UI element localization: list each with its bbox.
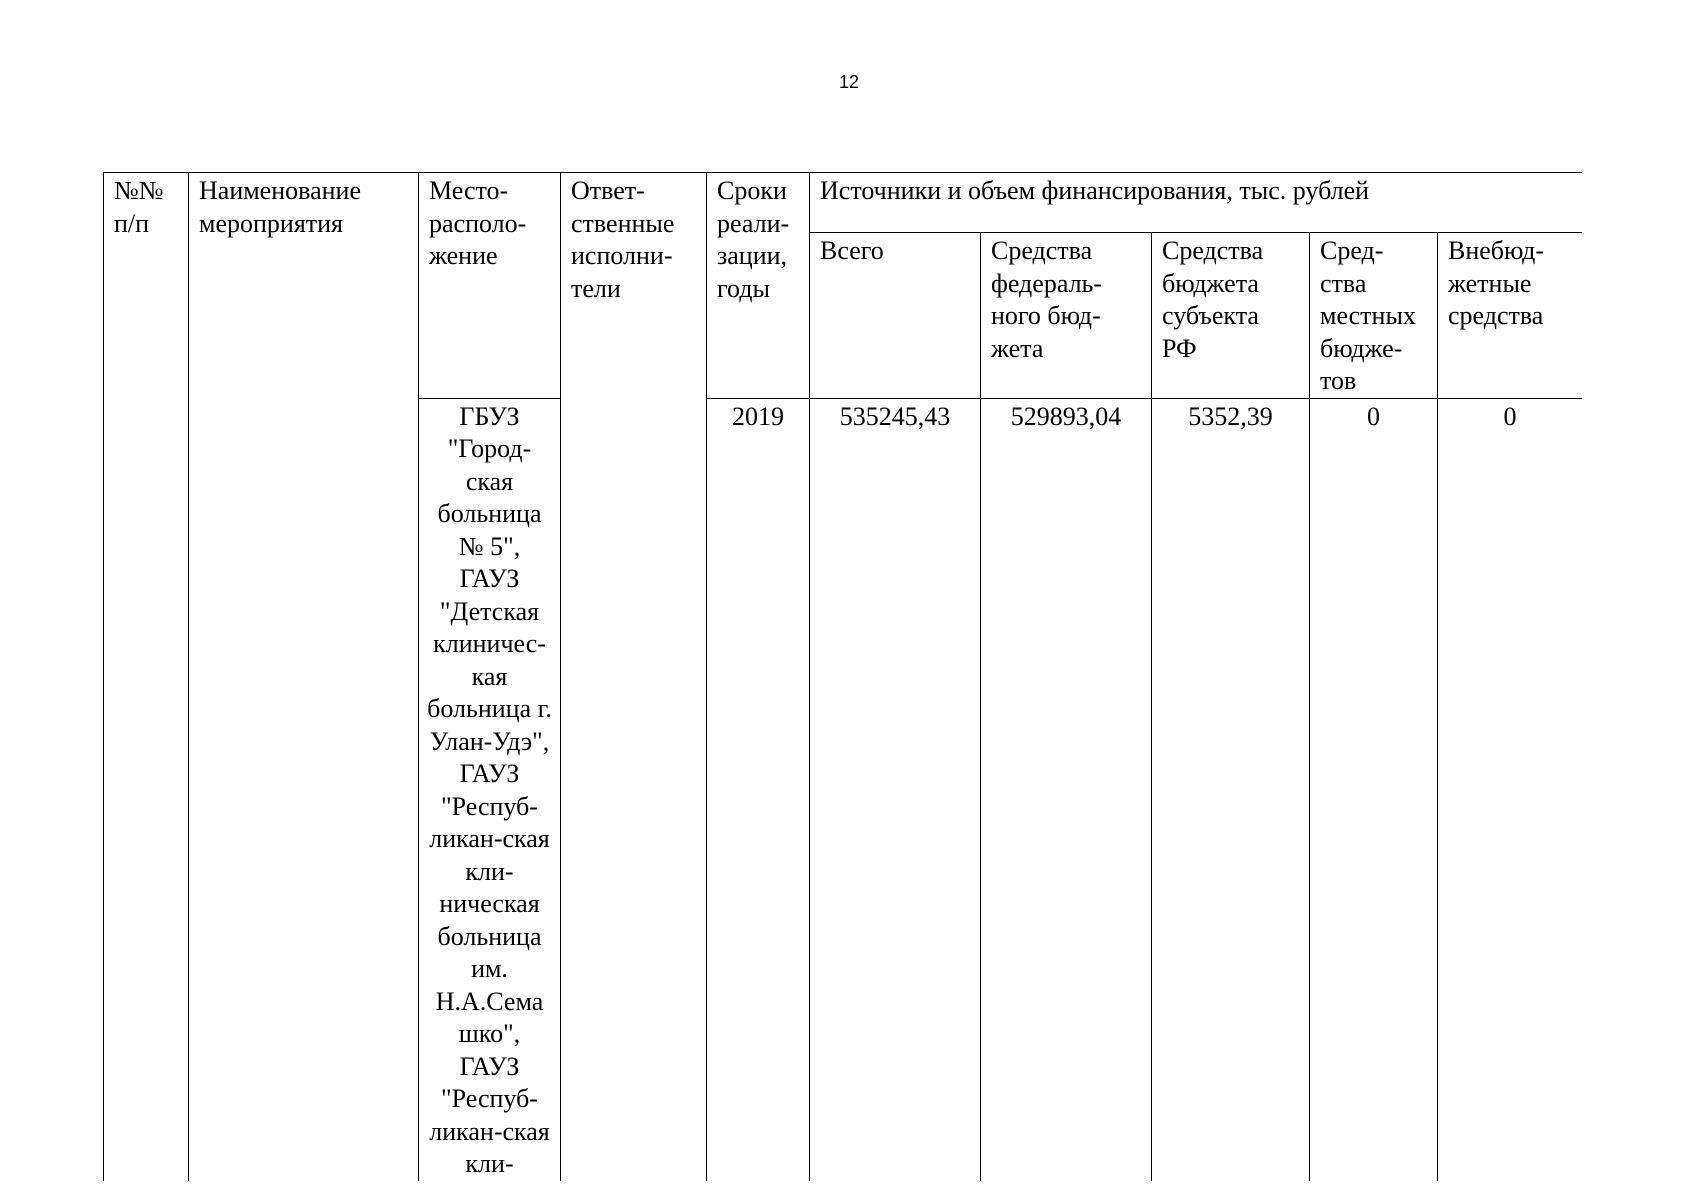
cell-local: 0 bbox=[1310, 398, 1438, 1181]
financing-table bbox=[103, 172, 1582, 1181]
cell-year: 2019 bbox=[707, 398, 810, 1181]
header-funding-group: Источники и объем финансирования, тыс. рублей bbox=[810, 173, 1583, 233]
header-row-1 bbox=[104, 173, 1583, 233]
cell-subject: 5352,39 bbox=[1152, 398, 1310, 1181]
cell-location: ГБУЗ "Город-ская больница № 5", ГАУЗ "Детская клиничес-кая больница г. Улан-Удэ", ГАУЗ "Респуб-ликан-ская кли-ническая больница им. Н.А.Сема шко", ГАУЗ "Респуб-ликан-ская кли- bbox=[419, 398, 561, 1181]
cell-total: 535245,43 bbox=[810, 398, 981, 1181]
financing-table-frame bbox=[103, 172, 1582, 1200]
cell-federal: 529893,04 bbox=[981, 398, 1152, 1181]
page-number: 12 bbox=[838, 72, 860, 92]
header-subject: Средства бюджета субъекта РФ bbox=[1152, 233, 1310, 399]
header-location: Место-располо-жение bbox=[419, 173, 561, 399]
header-num: №№ п/п bbox=[104, 173, 189, 1181]
header-federal: Средства федераль-ного бюд-жета bbox=[981, 233, 1152, 399]
header-name: Наименование мероприятия bbox=[189, 173, 419, 1181]
header-terms: Сроки реали-зации, годы bbox=[707, 173, 810, 399]
header-total: Всего bbox=[810, 233, 981, 399]
header-local: Сред-ства местных бюдже-тов bbox=[1310, 233, 1438, 399]
header-executors: Ответ-ственные исполни-тели bbox=[561, 173, 707, 1181]
cell-extrabudget: 0 bbox=[1438, 398, 1583, 1181]
header-extrabudget: Внебюд-жетные средства bbox=[1438, 233, 1583, 399]
